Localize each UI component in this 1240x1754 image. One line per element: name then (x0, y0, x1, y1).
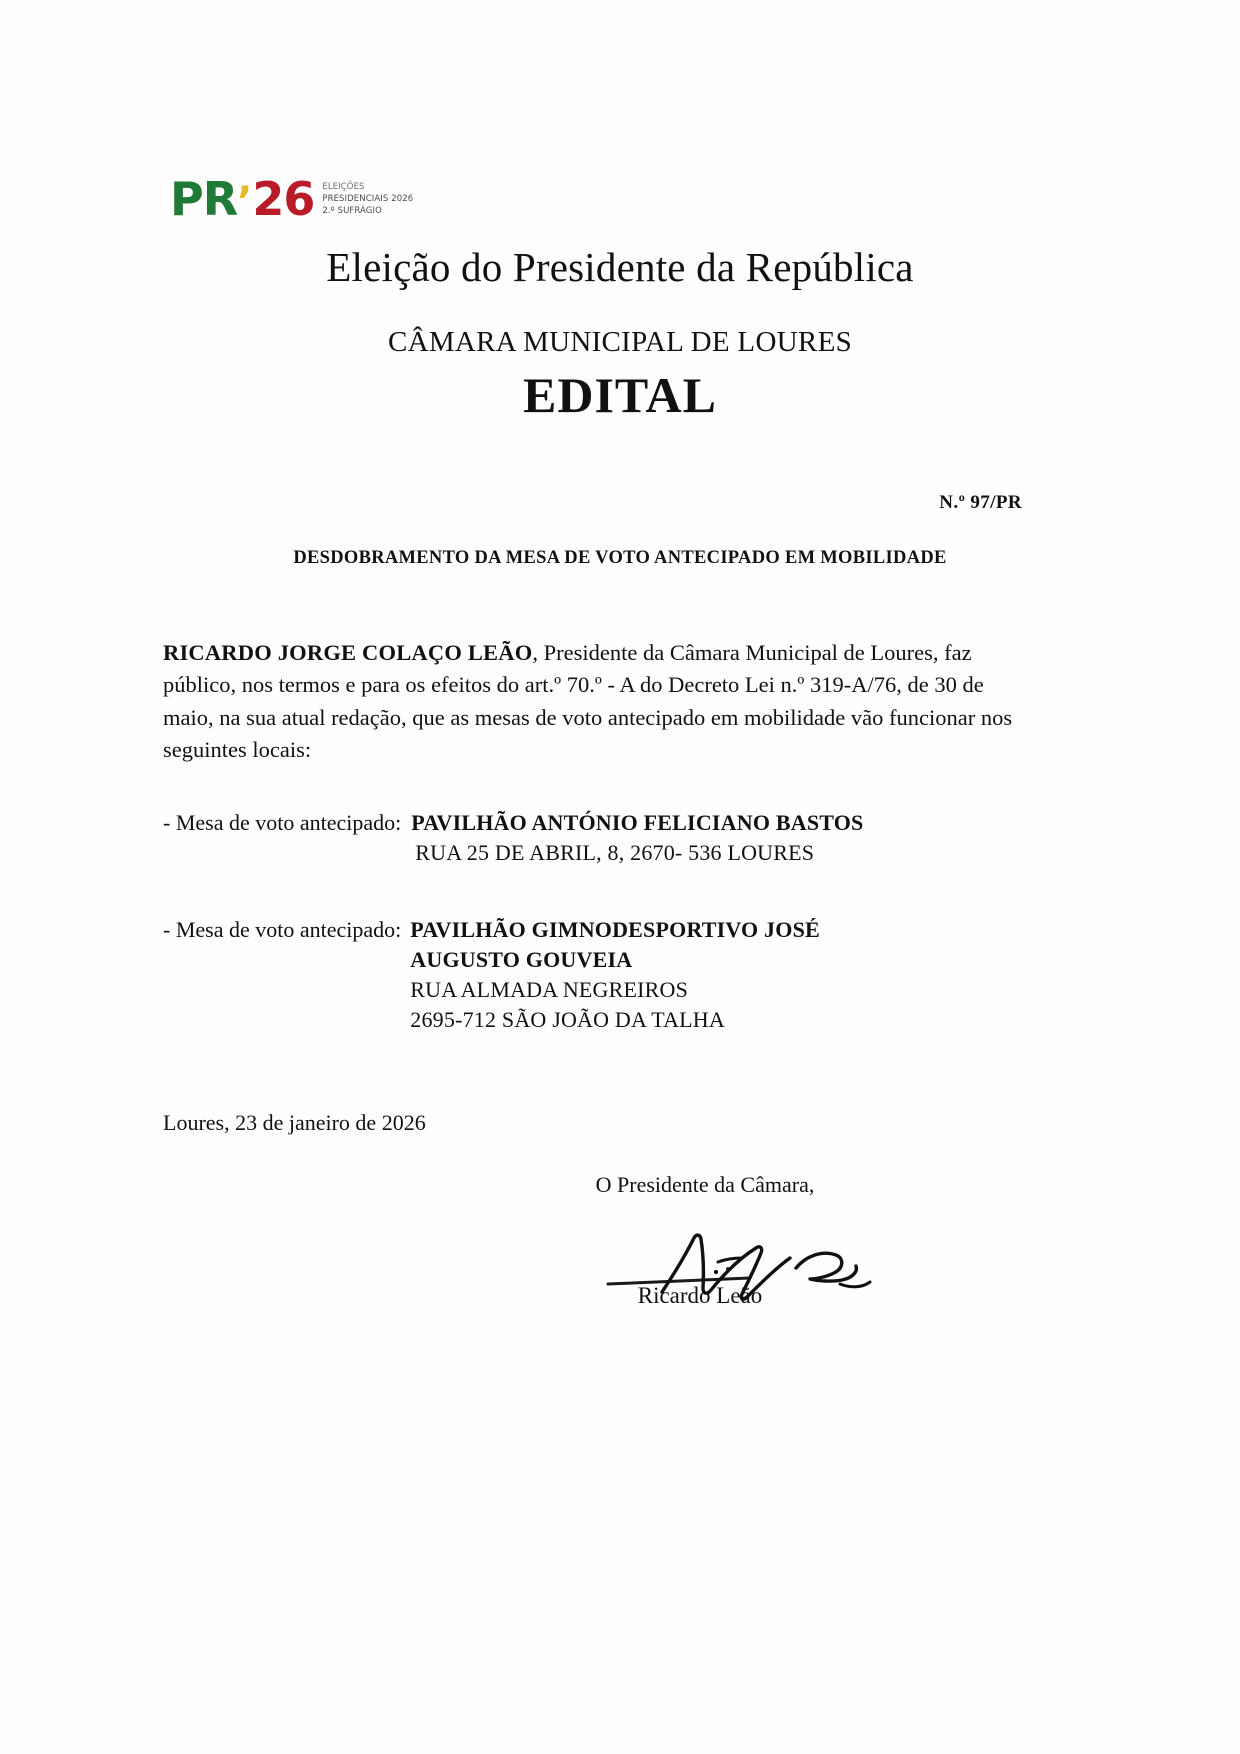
body-paragraph-text: , Presidente da Câmara Municipal de Loures, faz público, nos termos e para os efeitos do art.º 70.º - A do Decreto Lei n.º 319-A/76, de 30 de maio, na sua atual redação, que as mesas de voto antecipado em mobilidade vão funcionar nos seguintes locais: (163, 640, 1013, 763)
document-number: N.º 97/PR (939, 492, 1022, 513)
venue-label: - Mesa de voto antecipado: (163, 810, 402, 835)
election-logo (170, 172, 414, 226)
logo-subtitle-line-3: 2.º SUFRÁGIO (322, 205, 382, 216)
venue-row (163, 915, 1083, 1035)
venue-entry (163, 915, 1083, 1035)
date-line: Loures, 23 de janeiro de 2026 (163, 1110, 426, 1135)
logo-apostrophe: ’ (237, 179, 252, 225)
venue-name-line: PAVILHÃO GIMNODESPORTIVO JOSÉ (410, 917, 820, 942)
logo-subtitle (322, 181, 413, 221)
venue-address-line: RUA ALMADA NEGREIROS (410, 976, 689, 1002)
signature-caption: O Presidente da Câmara, (595, 1172, 815, 1197)
venue-details (410, 915, 820, 1035)
logo-pr-text: PR (170, 172, 238, 226)
logo-year-text: 26 (252, 172, 315, 226)
venue-row (163, 808, 1083, 868)
logo-subtitle-line-2: PRESIDENCIAIS 2026 (322, 193, 414, 204)
signature-mark (600, 1222, 940, 1332)
venue-name-line: AUGUSTO GOUVEIA (410, 946, 633, 972)
page-title: Eleição do Presidente da República (326, 244, 914, 290)
venue-address-line: RUA 25 DE ABRIL, 8, 2670- 536 LOURES (415, 839, 815, 865)
document-subject-heading: DESDOBRAMENTO DA MESA DE VOTO ANTECIPADO EM MOBILIDADE (293, 548, 947, 568)
venue-entry (163, 808, 1083, 868)
signature-svg (600, 1222, 940, 1332)
body-paragraph (163, 637, 1029, 767)
document-type-heading: EDITAL (522, 367, 717, 423)
municipality-subtitle: CÂMARA MUNICIPAL DE LOURES (387, 326, 853, 358)
logo-subtitle-line-1: ELEIÇÕES (322, 181, 365, 192)
venue-details (410, 808, 863, 868)
signatory-name: Ricardo Leão (637, 1283, 763, 1308)
venue-address-line: 2695-712 SÃO JOÃO DA TALHA (410, 1006, 725, 1032)
venue-label: - Mesa de voto antecipado: (163, 917, 402, 942)
venue-name-line: PAVILHÃO ANTÓNIO FELICIANO BASTOS (411, 810, 864, 835)
president-name: RICARDO JORGE COLAÇO LEÃO (163, 640, 533, 665)
logo-wordmark (170, 172, 315, 226)
